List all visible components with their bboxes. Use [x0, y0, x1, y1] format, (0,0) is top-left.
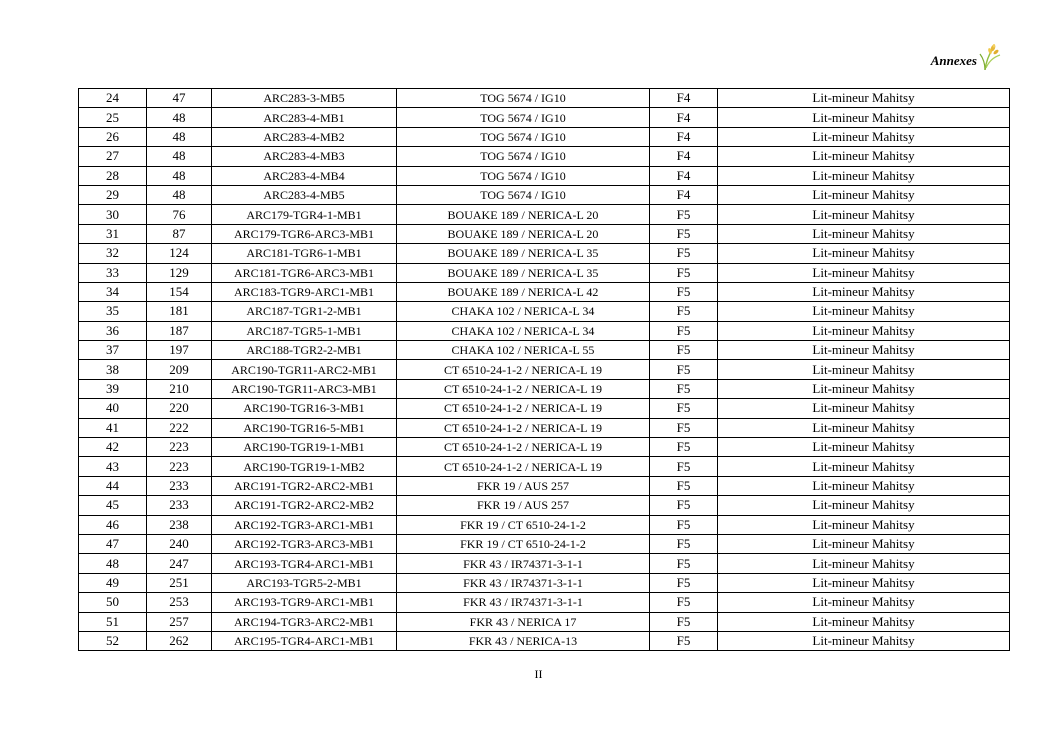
table-row [79, 127, 1010, 146]
line-code-cell: ARC188-TGR2-2-MB1 [212, 341, 397, 360]
accession-number-cell: 129 [147, 263, 212, 282]
line-code-cell: ARC283-4-MB2 [212, 127, 397, 146]
site-cell: Lit-mineur Mahitsy [718, 379, 1010, 398]
row-number-cell: 48 [79, 554, 147, 573]
table-row [79, 612, 1010, 631]
table-row [79, 438, 1010, 457]
table-row [79, 205, 1010, 224]
generation-cell: F5 [650, 282, 718, 301]
generation-cell: F5 [650, 554, 718, 573]
accession-number-cell: 47 [147, 89, 212, 108]
line-code-cell: ARC191-TGR2-ARC2-MB2 [212, 496, 397, 515]
site-cell: Lit-mineur Mahitsy [718, 534, 1010, 553]
cross-cell: CHAKA 102 / NERICA-L 34 [397, 321, 650, 340]
row-number-cell: 27 [79, 147, 147, 166]
site-cell: Lit-mineur Mahitsy [718, 399, 1010, 418]
table-row [79, 185, 1010, 204]
line-code-cell: ARC179-TGR4-1-MB1 [212, 205, 397, 224]
site-cell: Lit-mineur Mahitsy [718, 302, 1010, 321]
line-code-cell: ARC283-4-MB1 [212, 108, 397, 127]
accession-number-cell: 238 [147, 515, 212, 534]
site-cell: Lit-mineur Mahitsy [718, 438, 1010, 457]
accession-number-cell: 257 [147, 612, 212, 631]
site-cell: Lit-mineur Mahitsy [718, 476, 1010, 495]
accession-number-cell: 247 [147, 554, 212, 573]
table-row [79, 89, 1010, 108]
row-number-cell: 33 [79, 263, 147, 282]
row-number-cell: 47 [79, 534, 147, 553]
generation-cell: F5 [650, 612, 718, 631]
table-row [79, 108, 1010, 127]
generation-cell: F5 [650, 515, 718, 534]
site-cell: Lit-mineur Mahitsy [718, 612, 1010, 631]
site-cell: Lit-mineur Mahitsy [718, 147, 1010, 166]
table-row [79, 166, 1010, 185]
cross-cell: FKR 43 / NERICA-13 [397, 631, 650, 650]
site-cell: Lit-mineur Mahitsy [718, 224, 1010, 243]
cross-cell: CHAKA 102 / NERICA-L 55 [397, 341, 650, 360]
accession-number-cell: 262 [147, 631, 212, 650]
row-number-cell: 29 [79, 185, 147, 204]
generation-cell: F5 [650, 263, 718, 282]
cross-cell: CT 6510-24-1-2 / NERICA-L 19 [397, 457, 650, 476]
table-row [79, 534, 1010, 553]
accession-number-cell: 187 [147, 321, 212, 340]
table-row [79, 282, 1010, 301]
line-code-cell: ARC191-TGR2-ARC2-MB1 [212, 476, 397, 495]
table-row [79, 147, 1010, 166]
cross-cell: CT 6510-24-1-2 / NERICA-L 19 [397, 360, 650, 379]
row-number-cell: 35 [79, 302, 147, 321]
cross-cell: TOG 5674 / IG10 [397, 108, 650, 127]
cross-cell: FKR 43 / IR74371-3-1-1 [397, 554, 650, 573]
line-code-cell: ARC283-4-MB5 [212, 185, 397, 204]
generation-cell: F5 [650, 321, 718, 340]
site-cell: Lit-mineur Mahitsy [718, 554, 1010, 573]
table-row [79, 399, 1010, 418]
row-number-cell: 24 [79, 89, 147, 108]
cross-cell: FKR 43 / NERICA 17 [397, 612, 650, 631]
site-cell: Lit-mineur Mahitsy [718, 515, 1010, 534]
generation-cell: F5 [650, 205, 718, 224]
generation-cell: F5 [650, 534, 718, 553]
row-number-cell: 39 [79, 379, 147, 398]
line-code-cell: ARC195-TGR4-ARC1-MB1 [212, 631, 397, 650]
cross-cell: BOUAKE 189 / NERICA-L 42 [397, 282, 650, 301]
accession-number-cell: 87 [147, 224, 212, 243]
header-title: Annexes [930, 53, 977, 68]
line-code-cell: ARC190-TGR16-3-MB1 [212, 399, 397, 418]
cross-cell: FKR 19 / CT 6510-24-1-2 [397, 515, 650, 534]
generation-cell: F5 [650, 341, 718, 360]
line-code-cell: ARC181-TGR6-ARC3-MB1 [212, 263, 397, 282]
page-number: II [534, 667, 543, 681]
accession-number-cell: 181 [147, 302, 212, 321]
generation-cell: F5 [650, 302, 718, 321]
accession-number-cell: 240 [147, 534, 212, 553]
line-code-cell: ARC193-TGR5-2-MB1 [212, 573, 397, 592]
table-row [79, 496, 1010, 515]
cross-cell: TOG 5674 / IG10 [397, 185, 650, 204]
accession-number-cell: 210 [147, 379, 212, 398]
generation-cell: F5 [650, 593, 718, 612]
cross-cell: BOUAKE 189 / NERICA-L 35 [397, 244, 650, 263]
line-code-cell: ARC187-TGR5-1-MB1 [212, 321, 397, 340]
annex-table [78, 88, 1010, 651]
row-number-cell: 41 [79, 418, 147, 437]
line-code-cell: ARC193-TGR4-ARC1-MB1 [212, 554, 397, 573]
generation-cell: F5 [650, 244, 718, 263]
table-row [79, 244, 1010, 263]
site-cell: Lit-mineur Mahitsy [718, 418, 1010, 437]
row-number-cell: 38 [79, 360, 147, 379]
generation-cell: F4 [650, 127, 718, 146]
row-number-cell: 49 [79, 573, 147, 592]
generation-cell: F5 [650, 457, 718, 476]
line-code-cell: ARC190-TGR19-1-MB2 [212, 457, 397, 476]
accession-number-cell: 48 [147, 166, 212, 185]
generation-cell: F5 [650, 418, 718, 437]
generation-cell: F5 [650, 496, 718, 515]
cross-cell: CT 6510-24-1-2 / NERICA-L 19 [397, 438, 650, 457]
generation-cell: F5 [650, 224, 718, 243]
table-row [79, 341, 1010, 360]
row-number-cell: 34 [79, 282, 147, 301]
site-cell: Lit-mineur Mahitsy [718, 341, 1010, 360]
generation-cell: F5 [650, 438, 718, 457]
row-number-cell: 40 [79, 399, 147, 418]
table-row [79, 573, 1010, 592]
generation-cell: F5 [650, 476, 718, 495]
accession-number-cell: 223 [147, 457, 212, 476]
site-cell: Lit-mineur Mahitsy [718, 185, 1010, 204]
line-code-cell: ARC183-TGR9-ARC1-MB1 [212, 282, 397, 301]
table-row [79, 360, 1010, 379]
table-row [79, 418, 1010, 437]
cross-cell: FKR 43 / IR74371-3-1-1 [397, 573, 650, 592]
site-cell: Lit-mineur Mahitsy [718, 496, 1010, 515]
table-row [79, 515, 1010, 534]
row-number-cell: 31 [79, 224, 147, 243]
row-number-cell: 30 [79, 205, 147, 224]
cross-cell: TOG 5674 / IG10 [397, 89, 650, 108]
generation-cell: F5 [650, 360, 718, 379]
generation-cell: F5 [650, 399, 718, 418]
cross-cell: CHAKA 102 / NERICA-L 34 [397, 302, 650, 321]
cross-cell: FKR 19 / AUS 257 [397, 496, 650, 515]
row-number-cell: 50 [79, 593, 147, 612]
row-number-cell: 28 [79, 166, 147, 185]
table-row [79, 379, 1010, 398]
site-cell: Lit-mineur Mahitsy [718, 127, 1010, 146]
site-cell: Lit-mineur Mahitsy [718, 108, 1010, 127]
table-row [79, 302, 1010, 321]
annex-table-body [79, 89, 1010, 651]
line-code-cell: ARC192-TGR3-ARC3-MB1 [212, 534, 397, 553]
row-number-cell: 25 [79, 108, 147, 127]
generation-cell: F4 [650, 166, 718, 185]
rice-plant-logo-icon [979, 44, 1001, 70]
site-cell: Lit-mineur Mahitsy [718, 457, 1010, 476]
line-code-cell: ARC181-TGR6-1-MB1 [212, 244, 397, 263]
site-cell: Lit-mineur Mahitsy [718, 205, 1010, 224]
accession-number-cell: 253 [147, 593, 212, 612]
line-code-cell: ARC194-TGR3-ARC2-MB1 [212, 612, 397, 631]
accession-number-cell: 154 [147, 282, 212, 301]
site-cell: Lit-mineur Mahitsy [718, 89, 1010, 108]
accession-number-cell: 223 [147, 438, 212, 457]
cross-cell: CT 6510-24-1-2 / NERICA-L 19 [397, 379, 650, 398]
site-cell: Lit-mineur Mahitsy [718, 631, 1010, 650]
line-code-cell: ARC193-TGR9-ARC1-MB1 [212, 593, 397, 612]
site-cell: Lit-mineur Mahitsy [718, 321, 1010, 340]
generation-cell: F4 [650, 89, 718, 108]
table-row [79, 263, 1010, 282]
accession-number-cell: 222 [147, 418, 212, 437]
table-row [79, 476, 1010, 495]
site-cell: Lit-mineur Mahitsy [718, 244, 1010, 263]
page-header [931, 44, 1001, 70]
row-number-cell: 51 [79, 612, 147, 631]
line-code-cell: ARC179-TGR6-ARC3-MB1 [212, 224, 397, 243]
site-cell: Lit-mineur Mahitsy [718, 593, 1010, 612]
line-code-cell: ARC190-TGR11-ARC2-MB1 [212, 360, 397, 379]
accession-number-cell: 220 [147, 399, 212, 418]
accession-number-cell: 48 [147, 127, 212, 146]
table-row [79, 224, 1010, 243]
generation-cell: F4 [650, 185, 718, 204]
table-row [79, 457, 1010, 476]
row-number-cell: 42 [79, 438, 147, 457]
cross-cell: FKR 43 / IR74371-3-1-1 [397, 593, 650, 612]
line-code-cell: ARC192-TGR3-ARC1-MB1 [212, 515, 397, 534]
row-number-cell: 45 [79, 496, 147, 515]
table-row [79, 593, 1010, 612]
line-code-cell: ARC283-4-MB4 [212, 166, 397, 185]
accession-number-cell: 197 [147, 341, 212, 360]
cross-cell: CT 6510-24-1-2 / NERICA-L 19 [397, 399, 650, 418]
line-code-cell: ARC190-TGR11-ARC3-MB1 [212, 379, 397, 398]
row-number-cell: 26 [79, 127, 147, 146]
cross-cell: TOG 5674 / IG10 [397, 127, 650, 146]
cross-cell: BOUAKE 189 / NERICA-L 20 [397, 224, 650, 243]
table-row [79, 631, 1010, 650]
cross-cell: TOG 5674 / IG10 [397, 147, 650, 166]
accession-number-cell: 48 [147, 185, 212, 204]
site-cell: Lit-mineur Mahitsy [718, 263, 1010, 282]
generation-cell: F5 [650, 573, 718, 592]
generation-cell: F5 [650, 379, 718, 398]
cross-cell: TOG 5674 / IG10 [397, 166, 650, 185]
row-number-cell: 43 [79, 457, 147, 476]
generation-cell: F4 [650, 108, 718, 127]
accession-number-cell: 251 [147, 573, 212, 592]
generation-cell: F5 [650, 631, 718, 650]
accession-number-cell: 76 [147, 205, 212, 224]
site-cell: Lit-mineur Mahitsy [718, 360, 1010, 379]
site-cell: Lit-mineur Mahitsy [718, 282, 1010, 301]
accession-number-cell: 209 [147, 360, 212, 379]
line-code-cell: ARC187-TGR1-2-MB1 [212, 302, 397, 321]
accession-number-cell: 124 [147, 244, 212, 263]
line-code-cell: ARC283-4-MB3 [212, 147, 397, 166]
line-code-cell: ARC190-TGR19-1-MB1 [212, 438, 397, 457]
generation-cell: F4 [650, 147, 718, 166]
cross-cell: FKR 19 / CT 6510-24-1-2 [397, 534, 650, 553]
row-number-cell: 32 [79, 244, 147, 263]
accession-number-cell: 233 [147, 496, 212, 515]
row-number-cell: 44 [79, 476, 147, 495]
accession-number-cell: 48 [147, 108, 212, 127]
cross-cell: BOUAKE 189 / NERICA-L 20 [397, 205, 650, 224]
table-row [79, 554, 1010, 573]
cross-cell: CT 6510-24-1-2 / NERICA-L 19 [397, 418, 650, 437]
line-code-cell: ARC190-TGR16-5-MB1 [212, 418, 397, 437]
row-number-cell: 46 [79, 515, 147, 534]
row-number-cell: 36 [79, 321, 147, 340]
accession-number-cell: 233 [147, 476, 212, 495]
line-code-cell: ARC283-3-MB5 [212, 89, 397, 108]
row-number-cell: 37 [79, 341, 147, 360]
cross-cell: FKR 19 / AUS 257 [397, 476, 650, 495]
accession-number-cell: 48 [147, 147, 212, 166]
site-cell: Lit-mineur Mahitsy [718, 166, 1010, 185]
site-cell: Lit-mineur Mahitsy [718, 573, 1010, 592]
cross-cell: BOUAKE 189 / NERICA-L 35 [397, 263, 650, 282]
row-number-cell: 52 [79, 631, 147, 650]
table-row [79, 321, 1010, 340]
